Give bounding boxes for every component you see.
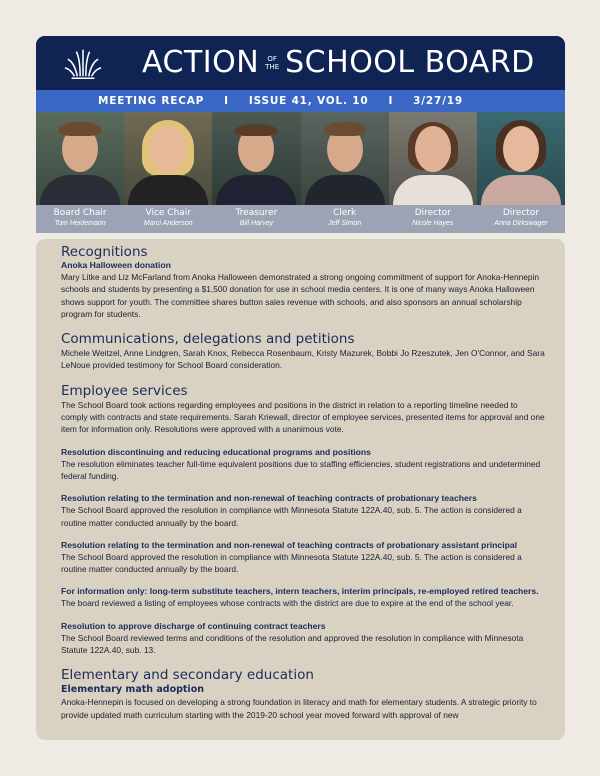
title-school-board: SCHOOL BOARD bbox=[285, 45, 535, 80]
subheading: Elementary math adoption bbox=[61, 684, 204, 696]
item-title: For information only: long-term substitute teachers, intern teachers, interim principals, re-employed retired teachers. bbox=[61, 586, 539, 597]
board-captions bbox=[36, 205, 565, 233]
member-name: Jeff Simon bbox=[328, 220, 362, 227]
board-photo bbox=[301, 112, 389, 205]
member-role: Clerk bbox=[332, 208, 357, 218]
district-logo-icon bbox=[64, 44, 102, 82]
resolution-item bbox=[61, 540, 545, 576]
paragraph: Mary Litke and Liz McFarland from Anoka Halloween demonstrated a strong ongoing commitment of support for Anoka-Hennepin schools and students by presenting a $1,500 donation for use in school media centers. It is one of many ways Anoka Halloween shows support for youth. The committee shares button sales revenue with schools, and also sponsors an annual scholarship program for students. bbox=[61, 272, 540, 319]
item-title: Resolution relating to the termination and non-renewal of teaching contracts of probationary teachers bbox=[61, 493, 477, 504]
resolution-item bbox=[61, 447, 545, 483]
item-text: The School Board approved the resolution in compliance with Minnesota Statute 122A.40, sub. 5. The action is considered a routine matter conducted annually by the board. bbox=[61, 505, 522, 528]
board-member bbox=[301, 205, 389, 233]
subheading: Anoka Halloween donation bbox=[61, 260, 171, 270]
meeting-content bbox=[36, 239, 565, 740]
board-photo bbox=[124, 112, 212, 205]
issue-date: 3/27/19 bbox=[413, 95, 463, 107]
board-photo bbox=[212, 112, 300, 205]
board-photo bbox=[477, 112, 565, 205]
item-text: The resolution eliminates teacher full-time equivalent positions due to staffing efficiencies, student registrations and undetermined federal funding. bbox=[61, 458, 541, 481]
member-name: Bill Harvey bbox=[239, 220, 274, 227]
member-role: Director bbox=[414, 208, 451, 218]
board-member bbox=[389, 205, 477, 233]
title-action: ACTION bbox=[142, 45, 260, 80]
newsletter-title bbox=[142, 45, 535, 80]
section-heading: Employee services bbox=[61, 382, 188, 399]
issue-label: ISSUE 41, VOL. 10 bbox=[248, 95, 369, 107]
paragraph: The School Board took actions regarding employees and positions in the district in relation to a reporting timeline needed to comply with contracts and state requirements. Sarah Kriewall, director of employee services, presented items for approval and one item for information only. Resolutions were approved with a unanimous vote. bbox=[61, 399, 545, 435]
member-role: Director bbox=[502, 208, 540, 218]
member-name: Anna Dirkswager bbox=[494, 220, 548, 227]
title-of-the bbox=[265, 55, 279, 71]
board-photos bbox=[36, 112, 565, 205]
separator: I bbox=[388, 95, 394, 107]
newsletter-header bbox=[36, 36, 565, 233]
member-name: Tom Heidemann bbox=[54, 220, 106, 227]
separator: I bbox=[224, 95, 229, 107]
item-text: The board reviewed a listing of employees whose contracts with the district are due to expire at the end of the school year. bbox=[61, 598, 514, 609]
item-title: Resolution to approve discharge of continuing contract teachers bbox=[61, 620, 326, 631]
board-photo bbox=[36, 112, 124, 205]
section-heading: Elementary and secondary education bbox=[61, 667, 314, 684]
board-member bbox=[36, 205, 124, 233]
resolution-item bbox=[61, 621, 545, 657]
title-the: THE bbox=[265, 62, 280, 71]
board-member bbox=[212, 205, 300, 233]
member-name: Nicole Hayes bbox=[412, 220, 454, 227]
board-photo bbox=[389, 112, 477, 205]
board-member bbox=[477, 205, 565, 233]
board-member bbox=[124, 205, 212, 233]
issue-bar bbox=[36, 90, 565, 112]
paragraph: Michele Weitzel, Anne Lindgren, Sarah Knox, Rebecca Rosenbaum, Kristy Mazurek, Bobbi Jo Rzeszutek, Jen O'Connor, and Sara LeNoue provided testimony for School Board consideration. bbox=[61, 348, 545, 371]
item-text: The School Board reviewed terms and conditions of the resolution and approved the resolution in compliance with Minnesota Statute 122A.40, sub. 13. bbox=[61, 632, 524, 656]
resolution-item bbox=[61, 493, 545, 529]
member-role: Treasurer bbox=[235, 208, 278, 218]
member-role: Vice Chair bbox=[145, 208, 192, 218]
title-of: OF bbox=[267, 54, 277, 63]
paragraph: Anoka-Hennepin is focused on developing a strong foundation in literacy and math for elementary students. A strategic priority to provide updated math curriculum starting with the 2019-20 school year moved forward with approval of new bbox=[61, 697, 537, 720]
item-title: Resolution relating to the termination and non-renewal of teaching contracts of probationary assistant principal bbox=[61, 539, 518, 550]
member-name: Marci Anderson bbox=[143, 220, 193, 227]
resolution-item bbox=[61, 586, 545, 609]
masthead bbox=[36, 36, 565, 90]
section-heading: Communications, delegations and petitions bbox=[61, 331, 355, 348]
section-heading: Recognitions bbox=[61, 244, 148, 260]
meeting-recap-label: MEETING RECAP bbox=[98, 95, 205, 107]
item-title: Resolution discontinuing and reducing educational programs and positions bbox=[61, 446, 371, 457]
item-text: The School Board approved the resolution in compliance with Minnesota Statute 122A.40, sub. 5. The action is considered a routine matter conducted annually by the board. bbox=[61, 551, 522, 575]
member-role: Board Chair bbox=[53, 208, 107, 218]
